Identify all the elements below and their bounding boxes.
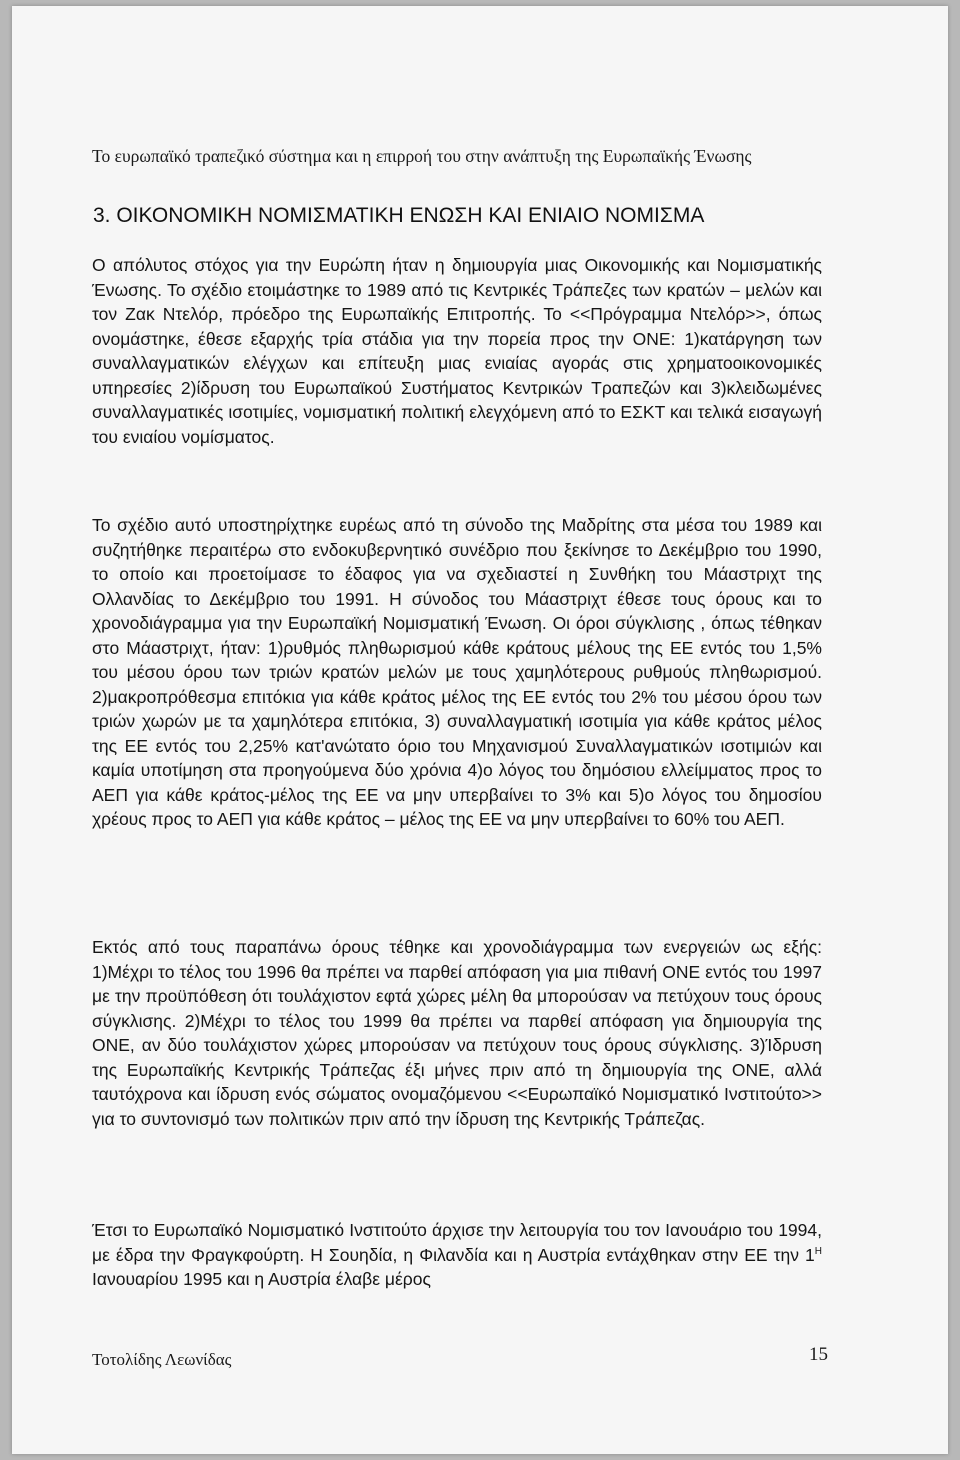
page-number: 15 (809, 1344, 828, 1365)
paragraph-4-text-start: Έτσι το Ευρωπαϊκό Νομισματικό Ινστιτούτο άρχισε την λειτουργία του τον Ιανουάριο του 1994, με έδρα την Φραγκφούρτη. Η Σουηδία, η Φιλανδία και η Αυστρία εντάχθηκαν στην ΕΕ την 1 (92, 1220, 822, 1265)
paragraph-4 (92, 1218, 822, 1292)
footer-author: Τοτολίδης Λεωνίδας (92, 1350, 232, 1369)
ordinal-superscript: Η (814, 1245, 822, 1257)
section-title: 3. ΟΙΚΟΝΟΜΙΚΗ ΝΟΜΙΣΜΑΤΙΚΗ ΕΝΩΣΗ ΚΑΙ ΕΝΙΑΙΟ ΝΟΜΙΣΜΑ (93, 204, 705, 227)
running-header: Το ευρωπαϊκό τραπεζικό σύστημα και η επιρροή του στην ανάπτυξη της Ευρωπαϊκής Ένωσης (92, 146, 752, 166)
paragraph-4-text-end: Ιανουαρίου 1995 και η Αυστρία έλαβε μέρος (92, 1269, 431, 1289)
paragraph-1: Ο απόλυτος στόχος για την Ευρώπη ήταν η δημιουργία μιας Οικονομικής και Νομισματικής Ένωσης. Το σχέδιο ετοιμάστηκε το 1989 από τις Κεντρικές Τράπεζες των κρατών – μελών και τον Ζακ Ντελόρ, πρόεδρο της Ευρωπαϊκής Επιτροπής. Το <<Πρόγραμμα Ντελόρ>>, όπως ονομάστηκε, έθεσε εξαρχής τρία στάδια για την πορεία προς την ΟΝΕ: 1)κατάργηση των συναλλαγματικών ελέγχων και επίτευξη μιας ενιαίας αγοράς στις χρηματοοικονομικές υπηρεσίες 2)ίδρυση του Ευρωπαϊκού Συστήματος Κεντρικών Τραπεζών και 3)κλειδωμένες συναλλαγματικές ισοτιμίες, νομισματική πολιτική ελεγχόμενη από το ΕΣΚΤ και τελικά εισαγωγή του ενιαίου νομίσματος. (92, 255, 822, 447)
paragraph-2: Το σχέδιο αυτό υποστηρίχτηκε ευρέως από τη σύνοδο της Μαδρίτης στα μέσα του 1989 και συζητήθηκε περαιτέρω στο ενδοκυβερνητικό συνέδριο που ξεκίνησε το Δεκέμβριο του 1990, το οποίο και προετοίμασε το έδαφος για να σχεδιαστεί η Συνθήκη του Μάαστριχτ της Ολλανδίας το Δεκέμβριο του 1991. Η σύνοδος του Μάαστριχτ έθεσε τους όρους και το χρονοδιάγραμμα για την Ευρωπαϊκή Νομισματική Ένωση. Οι όροι σύγκλισης , όπως τέθηκαν στο Μάαστριχτ, ήταν: 1)ρυθμός πληθωρισμού κάθε κράτους μέλους της ΕΕ εντός του 1,5% του μέσου όρου των τριών κρατών μελών με τους χαμηλότερους ρυθμούς πληθωρισμού. 2)μακροπρόθεσμα επιτόκια για κάθε κράτος μέλος της ΕΕ εντός του 2% του μέσου όρου των τριών χωρών με τα χαμηλότερα επιτόκια, 3) συναλλαγματική ισοτιμία για κάθε κράτος μέλος της ΕΕ εντός του 2,25% κατ'ανώτατο όριο του Μηχανισμού Συναλλαγματικών ισοτιμιών και καμία υποτίμηση στα προηγούμενα δύο χρόνια 4)ο λόγος του δημόσιου ελλείμματος προς το ΑΕΠ για κάθε κράτος-μέλος της ΕΕ να μην υπερβαίνει το 3% και 5)ο λόγος του δημοσίου χρέους προς το ΑΕΠ για κάθε κράτος – μέλος της ΕΕ να μην υπερβαίνει το 60% του ΑΕΠ. (92, 515, 822, 829)
paragraph-3: Εκτός από τους παραπάνω όρους τέθηκε και χρονοδιάγραμμα των ενεργειών ως εξής: 1)Μέχρι το τέλος του 1996 θα πρέπει να παρθεί απόφαση για μια πιθανή ΟΝΕ εντός του 1997 με την προϋπόθεση ότι τουλάχιστον εφτά χώρες μέλη θα μπορούσαν να πετύχουν τους όρους σύγκλισης. 2)Μέχρι το τέλος του 1999 θα πρέπει να παρθεί απόφαση για δημιουργία της ΟΝΕ, αν δύο τουλάχιστον χώρες μπορούσαν να πετύχουν τους όρους σύγκλισης. 3)Ίδρυση της Ευρωπαϊκής Κεντρικής Τράπεζας έξι μήνες πριν από τη δημιουργία της ΟΝΕ, αλλά ταυτόχρονα και ίδρυση ενός σώματος ονομαζόμενου <<Ευρωπαϊκό Νομισματικό Ινστιτούτο>> για το συντονισμό των πολιτικών πριν από την ίδρυση της Κεντρικής Τράπεζας. (92, 937, 822, 1129)
